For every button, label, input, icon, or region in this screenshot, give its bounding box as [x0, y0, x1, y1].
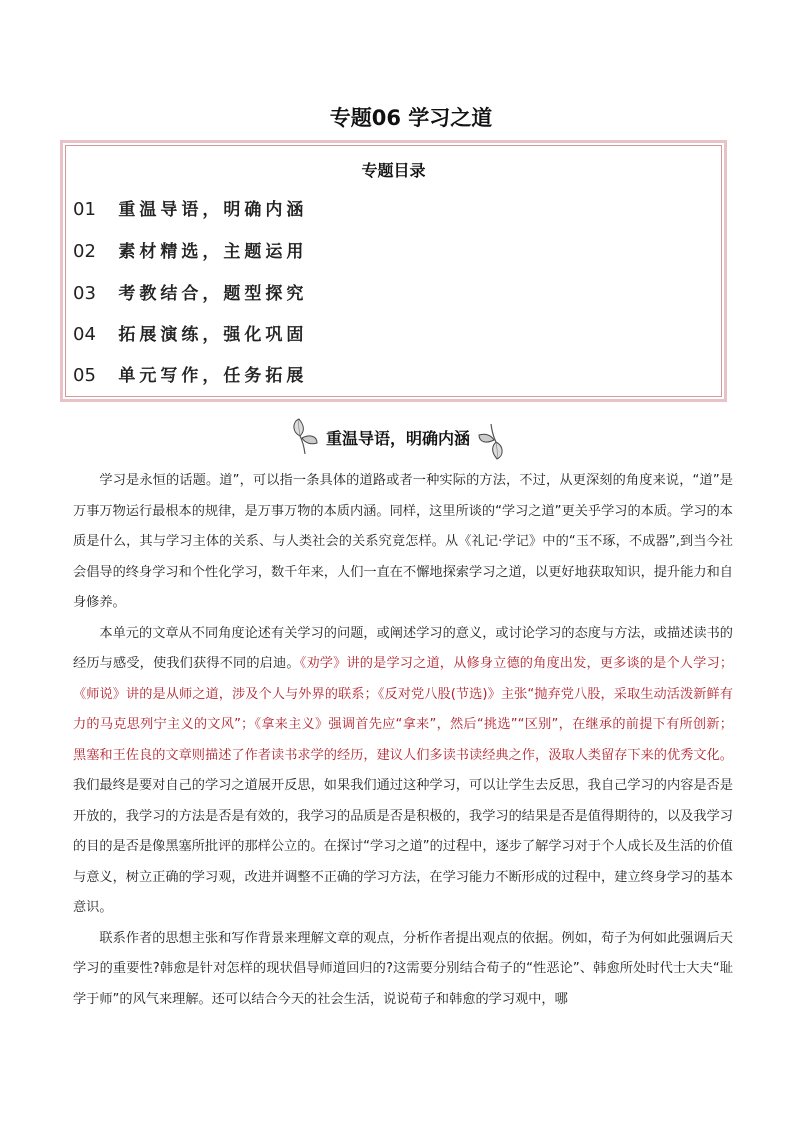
section-title: 重温导语，明确内涵 — [325, 429, 470, 448]
toc-item-label: 重温导语，明确内涵 — [118, 200, 308, 220]
toc-item-label: 素材精选，主题运用 — [118, 242, 308, 262]
toc-box — [60, 140, 727, 402]
paragraph: 联系作者的思想主张和写作背景来理解文章的观点，分析作者提出观点的依据。例如，荀子为何如此强调后天学习的重要性?韩愈是针对怎样的现状倡导师道回归的?这需要分别结合荀子的“性恶论”、韩愈所处时代士大夫“耻学于师”的风气来理解。还可以结合今天的社会生活，说说荀子和韩愈的学习观中，哪 — [73, 930, 733, 1007]
paragraph-segment: 我们最终是要对自己的学习之道展开反思，如果我们通过这种学习，可以让学生去反思，我自己学习的内容是否是开放的，我学习的方法是否是有效的，我学习的品质是否是积极的，我学习的结果是否是值得期待的，以及我学习的目的是否是像黑塞所批评的那样公立的。在探讨“学习之道”的过程中，逐步了解学习对于个人成长及生活的价值与意义，树立正确的学习观，改进并调整不正确的学习方法，在学习能力不断形成的过程中，建立终身学习的基本意识。 — [73, 778, 733, 915]
toc-item-label: 单元写作，任务拓展 — [118, 366, 308, 386]
highlighted-text: 《劝学》讲的是学习之道，从修身立德的角度出发，更多谈的是个人学习；《师说》讲的是从师之道，涉及个人与外界的联系；《反对党八股(节选)》主张“抛弃党八股，采取生动活泼新鲜有力的马克思列宁主义的文风”；《拿来主义》强调首先应“拿来”，然后“挑选”“区别”，在继承的前提下有所创新；黑塞和王佐良的文章则描述了作者读书求学的经历，建议人们多读书读经典之作，汲取人类留存下来的优秀文化。 — [73, 656, 734, 763]
toc-item-label: 考教结合，题型探究 — [118, 284, 308, 304]
toc-heading: 专题目录 — [361, 161, 426, 180]
body-text — [73, 466, 733, 1015]
toc-item — [73, 237, 307, 261]
paragraph: 学习是永恒的话题。道”，可以指一条具体的道路或者一种实际的方法，不过，从更深刻的角度来说，“道”是万事万物运行最根本的规律，是万事万物的本质内涵。同样，这里所谈的“学习之道”更关乎学习的本质。学习的本质是什么，其与学习主体的关系、与人类社会的关系究竟怎样。从《礼记·学记》中的“玉不琢，不成器”,到当今社会倡导的终身学习和个性化学习，数千年来，人们一直在不懈地探索学习之道，以更好地获取知识，提升能力和自身修养。 — [73, 473, 733, 610]
toc-item — [73, 195, 307, 219]
paragraph-segment: 本单元的文章从不同角度论述有关学习的问题，或阐述学习的意义，或讨论学习的态度与方法，或描述读书的经历与感受，使我们获得不同的启迪。 — [73, 625, 733, 671]
toc-item-label: 拓展演练，强化巩固 — [118, 325, 308, 345]
document-title: 专题06 学习之道 — [329, 106, 493, 130]
toc-item-number: 04 — [73, 324, 96, 345]
toc-item — [73, 320, 307, 344]
toc-item-number: 03 — [73, 283, 96, 304]
toc-item — [73, 361, 307, 385]
paragraph — [73, 619, 733, 924]
toc-item — [73, 279, 307, 303]
toc-item-number: 05 — [73, 365, 96, 386]
toc-item-number: 02 — [73, 241, 96, 262]
toc-item-number: 01 — [73, 199, 96, 220]
leaf-icon — [476, 422, 506, 462]
leaf-icon — [290, 416, 320, 456]
section-heading — [290, 418, 506, 458]
